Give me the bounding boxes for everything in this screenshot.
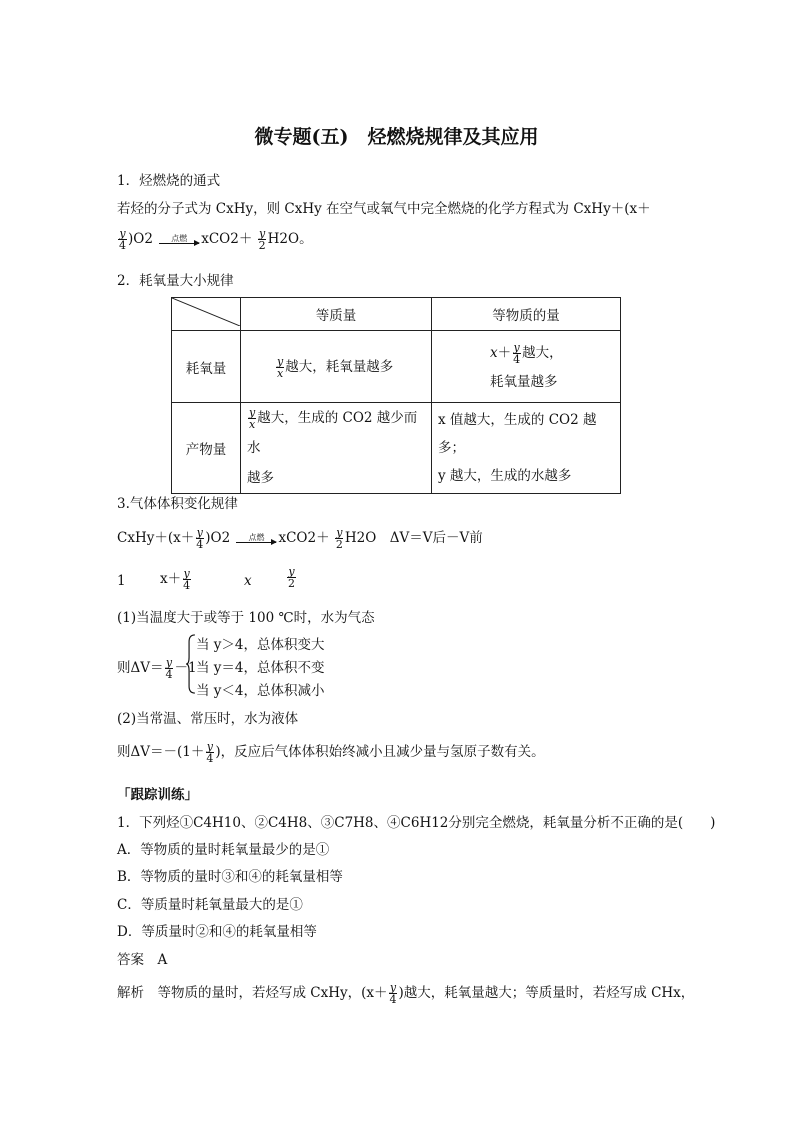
reaction-arrow: 点燃 <box>159 235 199 244</box>
fraction-y-over-2: $\frac{y}{2}$ <box>288 565 295 590</box>
analysis-line: 解析 等物质的量时，若烃写成 CxHy，(x＋ $\frac{y}{4}$ )越大，耗氧量越大；等质量时，若烃写成 CHx， <box>117 981 695 1006</box>
section2-heading: 2．耗氧量大小规律 <box>117 273 234 289</box>
condition-2-text: (2)当常温、常压时，水为液体 <box>117 711 299 727</box>
option-a: A．等物质的量时耗氧量最少的是① <box>117 842 330 858</box>
coefficient-1: 1 <box>117 573 126 589</box>
option-c: C．等质量时耗氧量最大的是① <box>117 897 303 913</box>
coefficient-y2 <box>286 566 297 589</box>
fraction-y-over-4: $\frac{y}{4}$ <box>165 656 173 681</box>
fraction-y-over-2: $\frac{y}{2}$ <box>258 227 266 252</box>
fraction-y-over-4: $\frac{y}{4}$ <box>206 740 214 765</box>
cell-oxygen-equal-mass: $\frac{y}{x}$ 越大，耗氧量越多 <box>241 331 432 403</box>
fraction-y-over-4: $\frac{y}{4}$ <box>389 981 397 1006</box>
reaction-arrow: 点燃 <box>236 534 276 543</box>
fraction-y-over-x: $\frac{y}{x}$ <box>249 406 256 431</box>
page-title: 微专题(五) 烃燃烧规律及其应用 <box>254 126 539 148</box>
section3-equation: CxHy＋(x＋ $\frac{y}{4}$ )O2 点燃 xCO2＋ $\frac{y}{2}$ H2O ΔV＝V后－V前 <box>117 526 483 551</box>
coefficient-x-plus-y4: x＋ $\frac{y}{4}$ <box>160 567 191 592</box>
fraction-y-over-2: $\frac{y}{2}$ <box>335 526 343 551</box>
delta-v-liquid: 则ΔV＝－(1＋ $\frac{y}{4}$ )，反应后气体体积始终减小且减少量与氢原子数有关。 <box>117 740 545 765</box>
row-label-oxygen: 耗氧量 <box>172 331 241 403</box>
fraction-y-over-4: $\frac{y}{4}$ <box>183 567 191 592</box>
cell-products-equal-mass: $\frac{y}{x}$ 越大，生成的 CO2 越少而水 越多 <box>241 403 432 494</box>
option-d: D．等质量时②和④的耗氧量相等 <box>117 924 317 940</box>
diagonal-header-cell <box>172 298 241 331</box>
case-less: 当 y＜4，总体积减小 <box>196 683 325 699</box>
section1-heading: 1．烃燃烧的通式 <box>117 173 221 189</box>
delta-v-expression: 则ΔV＝ $\frac{y}{4}$ －1 <box>117 656 197 681</box>
fraction-y-over-x: $\frac{y}{x}$ <box>277 354 284 380</box>
condition-1-text: (1)当温度大于或等于 100 ℃时，水为气态 <box>117 610 375 626</box>
case-equal: 当 y＝4，总体积不变 <box>196 660 325 676</box>
case-greater: 当 y＞4，总体积变大 <box>196 637 325 653</box>
oxygen-consumption-table <box>171 297 621 494</box>
question-1: 1．下列烃①C4H10、②C4H8、③C7H8、④C6H12分别完全燃烧，耗氧量分析不正确的是( ) <box>117 815 716 831</box>
option-b: B．等物质的量时③和④的耗氧量相等 <box>117 869 343 885</box>
answer-line: 答案 A <box>117 952 168 968</box>
row-label-products: 产物量 <box>172 403 241 494</box>
practice-label: 「跟踪训练」 <box>117 787 198 803</box>
fraction-y-over-4: $\frac{y}{4}$ <box>513 340 521 366</box>
section1-intro: 若烃的分子式为 CxHy，则 CxHy 在空气或氧气中完全燃烧的化学方程式为 CxHy＋(x＋ <box>117 201 651 217</box>
fraction-y-over-4: $\frac{y}{4}$ <box>196 526 204 551</box>
fraction-y-over-4: $\frac{y}{4}$ <box>119 227 126 252</box>
diagonal-line <box>172 298 240 326</box>
curly-brace <box>186 634 196 694</box>
table-header-equal-moles: 等物质的量 <box>432 298 621 331</box>
coefficient-x: x <box>244 573 252 589</box>
section3-heading: 3.气体体积变化规律 <box>117 496 238 512</box>
table-header-equal-mass: 等质量 <box>241 298 432 331</box>
cell-oxygen-equal-moles: x＋ $\frac{y}{4}$ 越大， 耗氧量越多 <box>432 331 621 403</box>
cell-products-equal-moles: x 值越大，生成的 CO2 越多； y 越大，生成的水越多 <box>432 403 621 494</box>
section1-equation: $\frac{y}{4}$ )O2 点燃 xCO2＋ $\frac{y}{2}$ H2O。 <box>119 227 313 252</box>
